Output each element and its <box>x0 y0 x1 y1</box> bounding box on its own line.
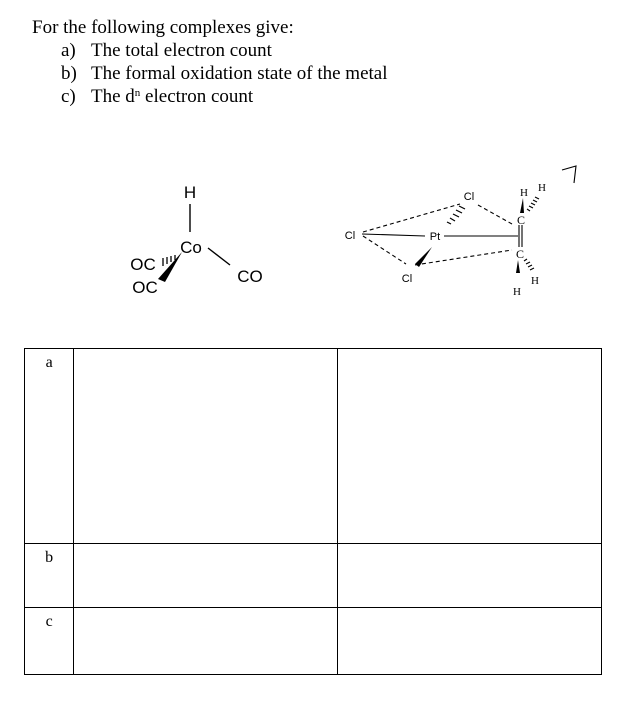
platinum-complex-structure <box>0 0 624 340</box>
platinum-label: Pt <box>429 231 441 243</box>
hydrogen-top-left: H <box>520 187 528 199</box>
answer-cell-platinum[interactable] <box>338 608 602 675</box>
superscript-n: n <box>134 87 141 99</box>
item-marker: c) <box>61 86 76 107</box>
hydrogen-bottom-right: H <box>531 275 539 287</box>
chloride-left: Cl <box>344 230 356 242</box>
item-text: The total electron count <box>91 40 272 61</box>
hashed-bond <box>447 206 465 224</box>
hashed-bond <box>527 197 539 211</box>
item-marker: a) <box>61 40 76 61</box>
table-row <box>25 608 602 675</box>
wedge-bond <box>520 198 524 213</box>
carbon-bottom: C <box>515 247 525 261</box>
chloride-top: Cl <box>463 191 475 203</box>
wedge-bond <box>516 260 520 273</box>
carbonyl-upper-left: OC <box>130 255 156 274</box>
hashed-bond <box>524 259 534 270</box>
answer-cell-platinum[interactable] <box>338 544 602 608</box>
carbonyl-lower-left: OC <box>132 278 158 297</box>
item-marker: b) <box>61 63 77 84</box>
answer-cell-cobalt[interactable] <box>74 544 338 608</box>
carbon-top: C <box>516 213 526 227</box>
item-text: The formal oxidation state of the metal <box>91 63 388 84</box>
chloride-bottom: Cl <box>401 273 413 285</box>
row-label: a <box>25 349 74 544</box>
table-row <box>25 544 602 608</box>
question-prompt: For the following complexes give: <box>32 17 294 38</box>
answer-cell-cobalt[interactable] <box>74 349 338 544</box>
table-row <box>25 349 602 544</box>
row-label: c <box>25 608 74 675</box>
row-label: b <box>25 544 74 608</box>
hydrogen-bottom-left: H <box>513 286 521 298</box>
carbonyl-right: CO <box>237 267 263 286</box>
item-text: The $d^n$ electron count <box>91 86 254 107</box>
hydrogen-top-right: H <box>538 182 546 194</box>
cobalt-label: Co <box>180 238 202 257</box>
answer-table <box>24 348 602 675</box>
hydride-label: H <box>183 183 197 202</box>
answer-cell-cobalt[interactable] <box>74 608 338 675</box>
answer-cell-platinum[interactable] <box>338 349 602 544</box>
